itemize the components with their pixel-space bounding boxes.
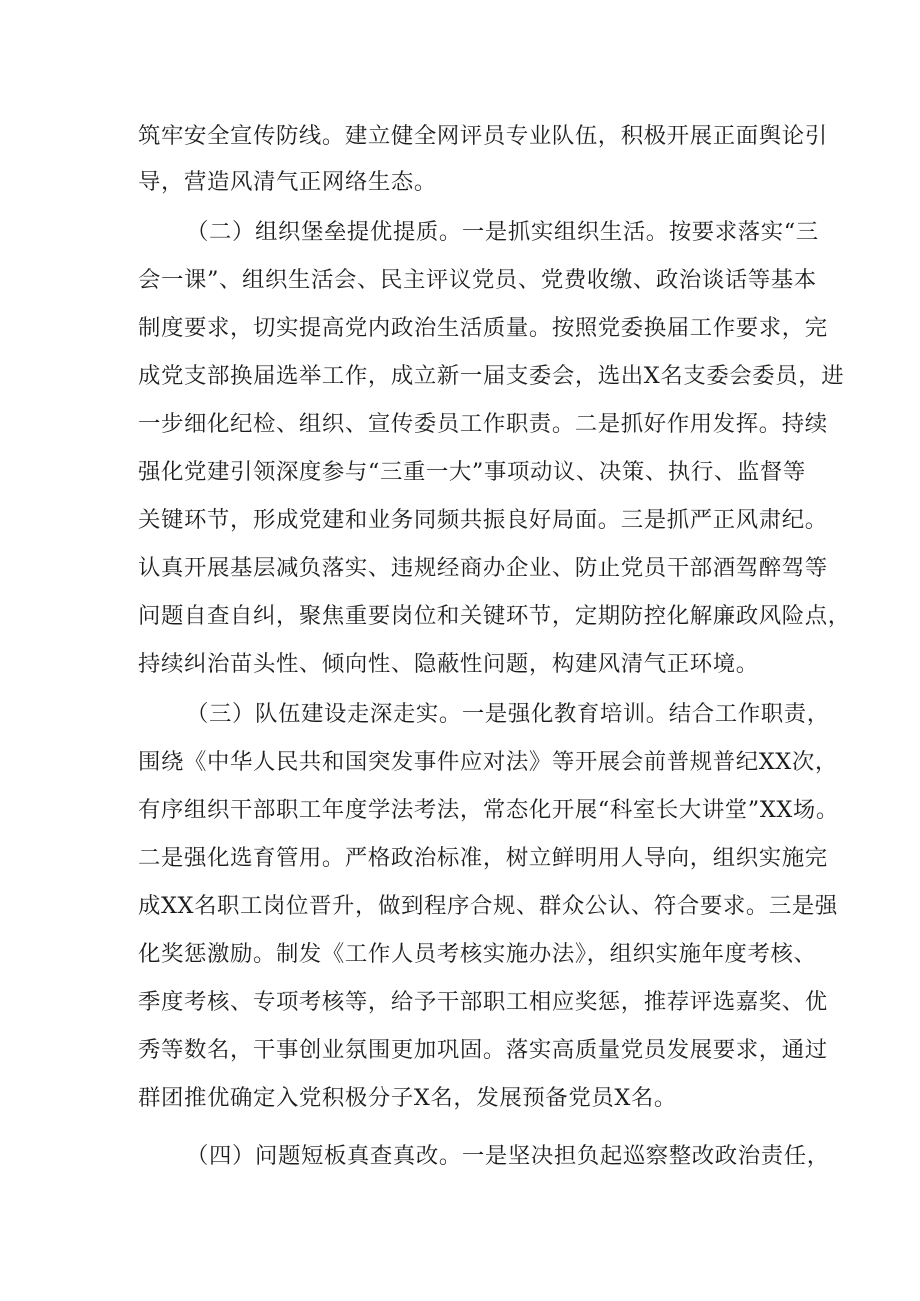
section-heading-line: （四）问题短板真查真改。一是坚决担负起巡察整改政治责任， (186, 1143, 830, 1169)
section-heading-line: （三）队伍建设走深走实。一是强化教育培训。结合工作职责， (186, 701, 830, 727)
text-line: 强化党建引领深度参与“三重一大”事项动议、决策、执行、监督等 (138, 459, 806, 485)
text-line: 关键环节，形成党建和业务同频共振良好局面。三是抓严正风肃纪。 (138, 507, 828, 533)
text-line: 化奖惩激励。制发《工作人员考核实施办法》，组织实施年度考核、 (138, 941, 817, 967)
text-line: 二是强化选育管用。严格政治标准，树立鲜明用人导向，组织实施完 (138, 845, 828, 871)
text-line: 秀等数名，干事创业氛围更加巩固。落实高质量党员发展要求，通过 (138, 1037, 828, 1063)
text-line: 有序组织干部职工年度学法考法，常态化开展“科室长大讲堂”XX场。 (138, 797, 839, 823)
text-line: 持续纠治苗头性、倾向性、隐蔽性问题，构建风清气正环境。 (138, 651, 759, 677)
text-line: 导，营造风清气正网络生态。 (138, 169, 437, 195)
text-line: 季度考核、专项考核等，给予干部职工相应奖惩，推荐评选嘉奖、优 (138, 989, 828, 1015)
text-line: 筑牢安全宣传防线。建立健全网评员专业队伍，积极开展正面舆论引 (138, 123, 828, 149)
text-line: 认真开展基层减负落实、违规经商办企业、防止党员干部酒驾醉驾等 (138, 555, 828, 581)
section-heading-line: （二）组织堡垒提优提质。一是抓实组织生活。按要求落实“三 (186, 219, 819, 245)
text-line: 一步细化纪检、组织、宣传委员工作职责。二是抓好作用发挥。持续 (138, 411, 828, 437)
text-line: 问题自查自纠，聚焦重要岗位和关键环节，定期防控化解廉政风险点， (138, 603, 851, 629)
text-line: 围绕《中华人民共和国突发事件应对法》等开展会前普规普纪XX次， (138, 749, 838, 775)
text-line: 会一课”、组织生活会、民主评议党员、党费收缴、政治谈话等基本 (138, 267, 817, 293)
text-line: 制度要求，切实提高党内政治生活质量。按照党委换届工作要求，完 (138, 315, 828, 341)
text-line: 群团推优确定入党积极分子X名，发展预备党员X名。 (138, 1085, 677, 1111)
text-line: 成党支部换届选举工作，成立新一届支委会，选出X名支委会委员，进 (138, 363, 845, 389)
text-line: 成XX名职工岗位晋升，做到程序合规、群众公认、符合要求。三是强 (138, 893, 838, 919)
